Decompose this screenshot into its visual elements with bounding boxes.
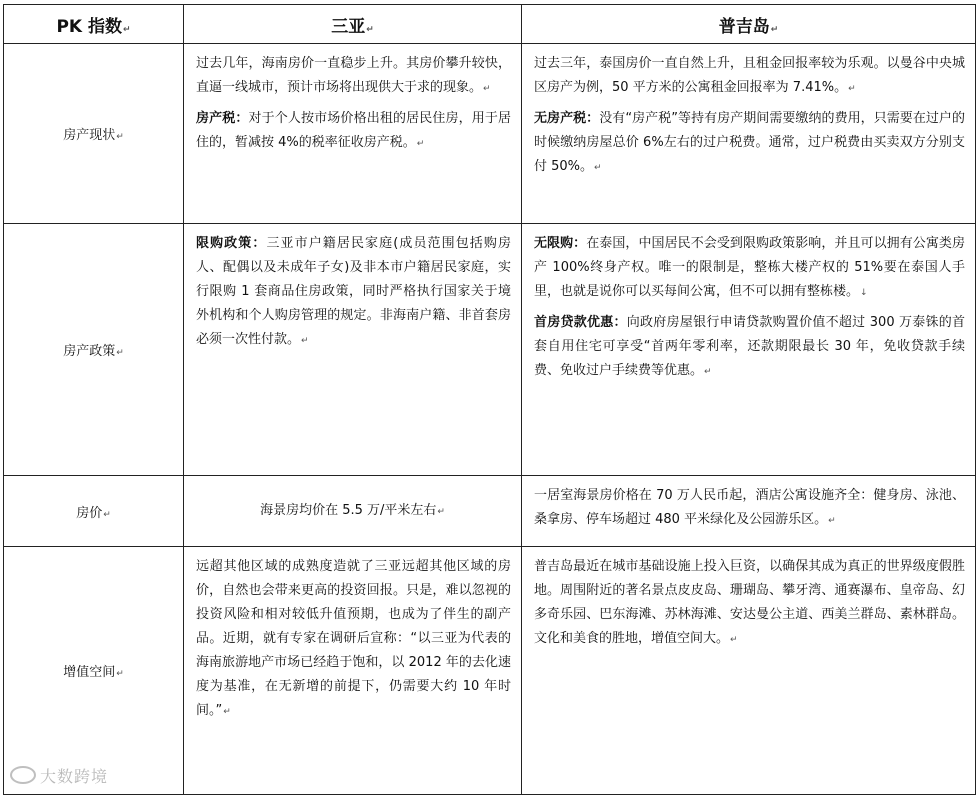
comparison-table (3, 4, 976, 795)
phuket-loan-offer: 首房贷款优惠：向政府房屋银行申请贷款购置价值不超过 300 万泰铢的首套自用住宅可享受“首两年零利率，还款期限最长 30 年，免收贷款手续费、免收过户手续费等优惠。↵ (534, 315, 965, 378)
phuket-price-cell (522, 476, 976, 547)
phuket-policy-cell (522, 224, 976, 476)
phuket-price-text: 一居室海景房价格在 70 万人民币起，酒店公寓设施齐全：健身房、泳池、桑拿房、停车场超过 480 平米绿化及公园游乐区。↵ (534, 488, 965, 527)
phuket-no-limit: 无限购：在泰国，中国居民不会受到限购政策影响，并且可以拥有公寓类房产 100%终身产权。唯一的限制是，整栋大楼产权的 51%要在泰国人手里，也就是说你可以买每间公寓，但不可以拥有整栋楼。↓ (534, 236, 965, 299)
table-row (4, 224, 976, 476)
watermark: 大数跨境 (10, 764, 108, 787)
sanya-status-text: 过去几年，海南房价一直稳步上升。其房价攀升较快，直逼一线城市，预计市场将出现供大于求的现象。↵ (196, 56, 511, 95)
table-row (4, 547, 976, 795)
phuket-appreciation-text: 普吉岛最近在城市基础设施上投入巨资，以确保其成为真正的世界级度假胜地。周围附近的著名景点皮皮岛、珊瑚岛、攀牙湾、通赛瀑布、皇帝岛、幻多奇乐园、巴东海滩、苏林海滩、安达曼公主道、西美兰群岛、素林群岛。文化和美食的胜地，增值空间大。↵ (534, 559, 965, 646)
sanya-purchase-limit: 限购政策：三亚市户籍居民家庭(成员范围包括购房人、配偶以及未成年子女)及非本市户籍居民家庭，实行限购 1 套商品住房政策，同时严格执行国家关于境外机构和个人购房管理的规定。非海南户籍、非首套房必须一次性付款。↵ (196, 236, 511, 347)
sanya-appreciation-text: 远超其他区域的成熟度造就了三亚远超其他区域的房价，自然也会带来更高的投资回报。只是，难以忽视的投资风险和相对较低升值预期，也成为了伴生的副产品。近期，就有专家在调研后宣称：“以三亚为代表的海南旅游地产市场已经趋于饱和，以 2012 年的去化速度为基准，在无新增的前提下，仍需要大约 10 年时间。”↵ (196, 559, 511, 718)
table-row (4, 44, 976, 224)
phuket-appreciation-cell (522, 547, 976, 795)
watermark-logo-icon (10, 766, 36, 784)
row-label-status: 房产现状↵ (4, 44, 184, 224)
row-label-price: 房价↵ (4, 476, 184, 547)
sanya-property-tax: 房产税：对于个人按市场价格出租的居民住房，用于居住的，暂减按 4%的税率征收房产税。↵ (196, 111, 511, 150)
header-phuket: 普吉岛↵ (522, 5, 976, 44)
header-pk-index: PK 指数↵ (4, 5, 184, 44)
sanya-price-text: 海景房均价在 5.5 万/平米左右 (260, 502, 437, 518)
header-row (4, 5, 976, 44)
phuket-property-tax: 无房产税：没有“房产税”等持有房产期间需要缴纳的费用，只需要在过户的时候缴纳房屋总价 6%左右的过户税费。通常，过户税费由买卖双方分别支付 50%。↵ (534, 111, 965, 174)
row-label-policy: 房产政策↵ (4, 224, 184, 476)
table-row (4, 476, 976, 547)
row-label-appreciation: 增值空间↵ (4, 547, 184, 795)
sanya-policy-cell (184, 224, 522, 476)
phuket-status-cell (522, 44, 976, 224)
sanya-status-cell (184, 44, 522, 224)
sanya-appreciation-cell (184, 547, 522, 795)
sanya-price-cell: 海景房均价在 5.5 万/平米左右↵ (184, 476, 522, 547)
phuket-status-text: 过去三年，泰国房价一直自然上升，且租金回报率较为乐观。以曼谷中央城区房产为例，50 平方米的公寓租金回报率为 7.41%。↵ (534, 56, 965, 95)
header-sanya: 三亚↵ (184, 5, 522, 44)
